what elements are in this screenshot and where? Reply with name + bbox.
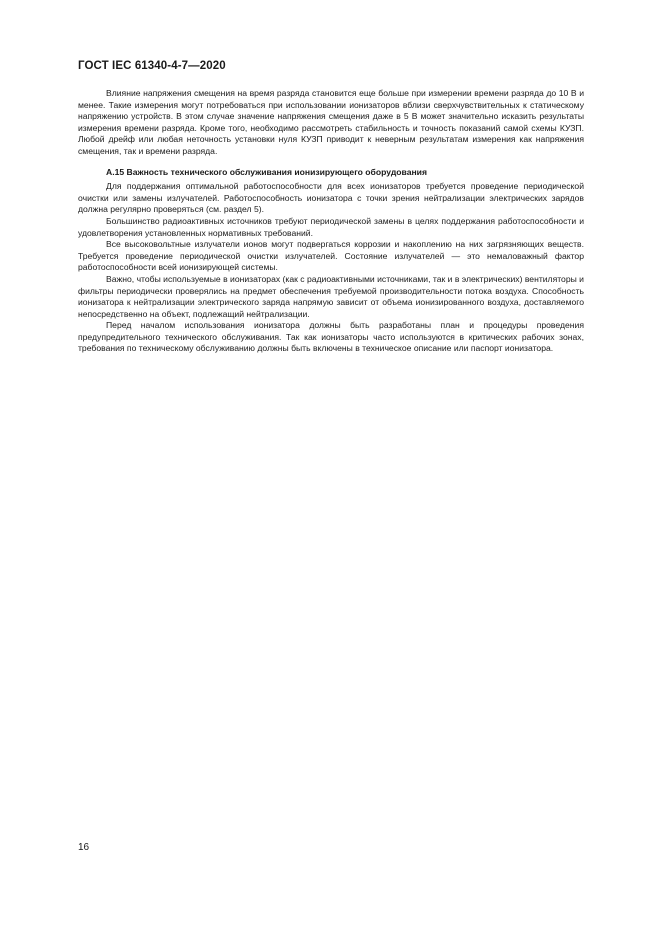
document-standard-id: ГОСТ IEC 61340-4-7—2020 (78, 60, 226, 72)
paragraph-cleaning: Для поддержания оптимальной работоспособности для всех ионизаторов требуется проведение периодической очистки или замены излучателей. Работоспособность ионизатора с точки зрения нейтрализации электрических зарядов должна регулярно проверяться (см. раздел 5). (78, 181, 584, 215)
paragraph-radioactive-sources: Большинство радиоактивных источников требуют периодической замены в целях поддержания работоспособности и удовлетворения установленных нормативных требований. (78, 215, 584, 238)
paragraph-fans-filters: Важно, чтобы используемые в ионизаторах (как с радиоактивными источниками, так и в электрических) вентиляторы и фильтры периодически проверялись на предмет обеспечения требуемой производительности потока воздуха. Способность ионизатора к нейтрализации электрического заряда напрямую зависит от объема ионизированного воздуха, доставляемого непосредственно на объект, подлежащий нейтрализации. (78, 273, 584, 319)
page-number: 16 (78, 842, 90, 853)
paragraph-bias-voltage: Влияние напряжения смещения на время разряда становится еще больше при измерении времени разряда до 10 В и менее. Такие измерения могут потребоваться при использовании ионизаторов вблизи сверхчувствительных к статическому напряжению устройств. В этом случае значение напряжения смещения даже в 5 В может значительно исказить результаты измерения времени разряда. Кроме того, необходимо рассмотреть стабильность и точность показаний самой схемы КУЗП. Любой дрейф или любая неточность установки нуля КУЗП приводит к неверным результатам измерения как напряжения смещения, так и времени разряда. (78, 88, 584, 156)
paragraph-emitters-corrosion: Все высоковольтные излучатели ионов могут подвергаться коррозии и накоплению на них загрязняющих веществ. Требуется проведение периодической очистки излучателей. Состояние излучателей — это немаловажный фактор работоспособности всей ионизирующей системы. (78, 239, 584, 273)
paragraph-maintenance-plan: Перед началом использования ионизатора должны быть разработаны план и процедуры проведения предупредительного технического обслуживания. Так как ионизаторы часто используются в критических рабочих зонах, требования по техническому обслуживанию должны быть включены в техническое описание или паспорт ионизатора. (78, 320, 584, 354)
document-body (78, 88, 584, 355)
section-heading-a15: А.15 Важность технического обслуживания ионизирующего оборудования (106, 166, 427, 177)
